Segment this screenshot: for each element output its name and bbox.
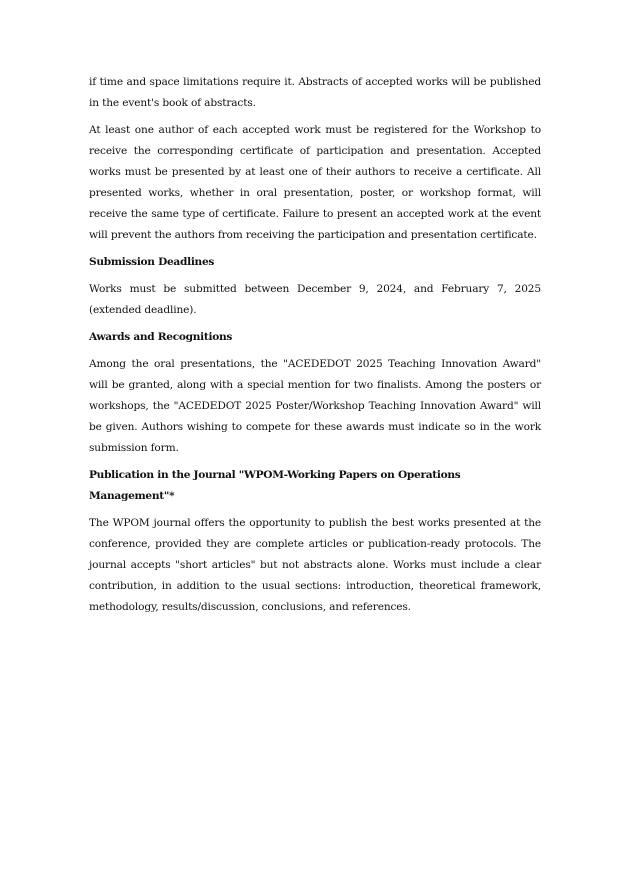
submission-deadlines-paragraph: Works must be submitted between December 9, 2024, and February 7, 2025 (extended deadline). bbox=[89, 283, 541, 316]
journal-publication-heading: Publication in the Journal "WPOM-Working Papers on Operations Management"* bbox=[89, 469, 461, 502]
awards-paragraph: Among the oral presentations, the "ACEDEDOT 2025 Teaching Innovation Award" will be granted, along with a special mention for two finalists. Among the posters or workshops, the "ACEDEDOT 2025 Poster/Workshop Teaching Innovation Award" will be given. Authors wishing to compete for these awards must indicate so in the work submission form. bbox=[89, 358, 541, 454]
abstracts-publication-paragraph: if time and space limitations require it. Abstracts of accepted works will be published in the event's book of abstracts. bbox=[89, 76, 541, 109]
certificate-requirements-paragraph: At least one author of each accepted work must be registered for the Workshop to receive the corresponding certificate of participation and presentation. Accepted works must be presented by at least one of their authors to receive a certificate. All presented works, whether in oral presentation, poster, or workshop format, will receive the same type of certificate. Failure to present an accepted work at the event will prevent the authors from receiving the participation and presentation certificate. bbox=[89, 124, 541, 241]
submission-deadlines-heading: Submission Deadlines bbox=[89, 256, 215, 268]
awards-heading: Awards and Recognitions bbox=[89, 331, 233, 343]
document-page bbox=[89, 72, 541, 624]
journal-publication-paragraph: The WPOM journal offers the opportunity to publish the best works presented at the conference, provided they are complete articles or publication-ready protocols. The journal accepts "short articles" but not abstracts alone. Works must include a clear contribution, in addition to the usual sections: introduction, theoretical framework, methodology, results/discussion, conclusions, and references. bbox=[89, 517, 541, 613]
